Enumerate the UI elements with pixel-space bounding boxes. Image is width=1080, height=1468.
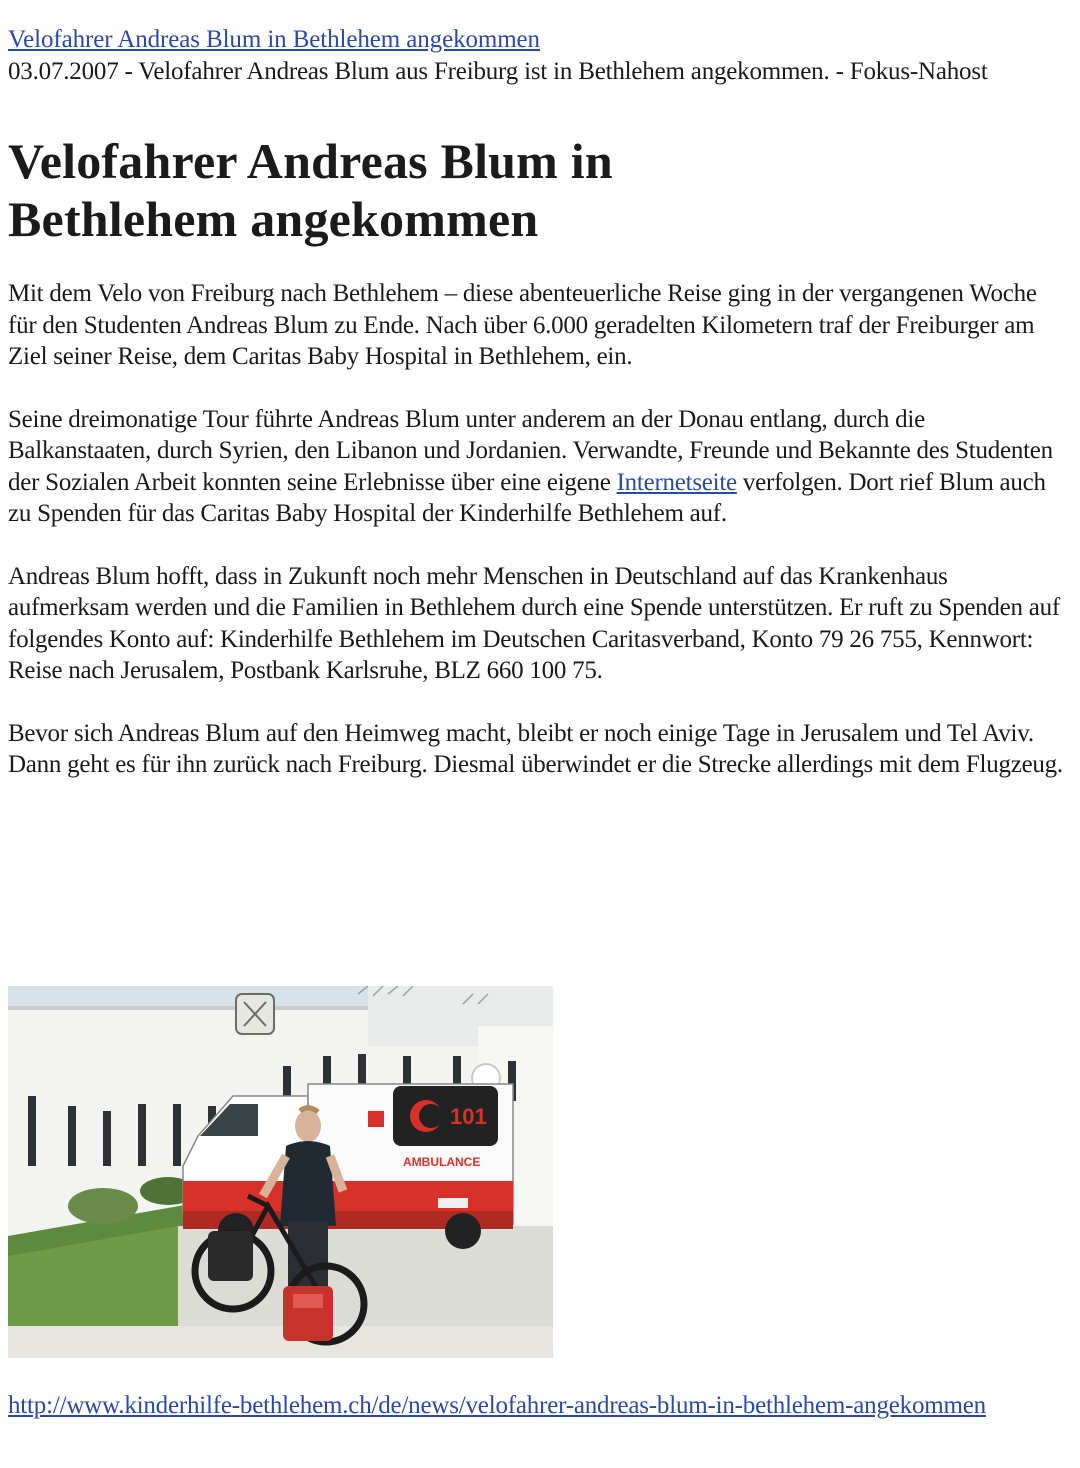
article-photo	[8, 986, 553, 1358]
article-body	[8, 278, 1068, 781]
paragraph-2	[8, 404, 1068, 530]
paragraph-1: Mit dem Velo von Freiburg nach Bethlehem – diese abenteuerliche Reise ging in der vergangenen Woche für den Studenten Andreas Blum zu Ende. Nach über 6.000 geradelten Kilometern traf der Freiburger am Ziel seiner Reise, dem Caritas Baby Hospital in Bethlehem, ein.	[8, 280, 1037, 370]
paragraph-2-text-a: Seine dreimonatige Tour führte Andreas Blum unter anderem an der Donau entlang, durch die Balkanstaaten, durch Syrien, den Libanon und Jordanien. Verwandte, Freunde und Bekannte des Studenten der Sozialen Arbeit konnten seine Erlebnisse über eine eigene	[8, 405, 1053, 496]
search-snippet: 03.07.2007 - Velofahrer Andreas Blum aus Freiburg ist in Bethlehem angekommen. - Fokus-Nahost	[8, 58, 988, 85]
ambulance-label: AMBULANCE	[403, 1155, 481, 1169]
ambulance	[183, 1084, 513, 1249]
headline-line-2: Bethlehem angekommen	[8, 191, 539, 247]
building-emblem-icon	[236, 994, 274, 1034]
paragraph-3: Andreas Blum hofft, dass in Zukunft noch mehr Menschen in Deutschland auf das Krankenhaus aufmerksam werden und die Familien in Bethlehem durch eine Spende unterstützen. Er ruft zu Spenden auf folgendes Konto auf: Kinderhilfe Bethlehem im Deutschen Caritasverband, Konto 79 26 755, Kennwort: Reise nach Jerusalem, Postbank Karlsruhe, BLZ 660 100 75.	[8, 562, 1060, 684]
ambulance-number: 101	[450, 1104, 487, 1129]
internetseite-link[interactable]: Internetseite	[616, 468, 737, 496]
article-title-link[interactable]: Velofahrer Andreas Blum in Bethlehem angekommen	[8, 26, 540, 53]
article-page	[8, 24, 1068, 781]
source-url-link[interactable]: http://www.kinderhilfe-bethlehem.ch/de/news/velofahrer-andreas-blum-in-bethlehem-angekommen	[8, 1392, 986, 1419]
paragraph-4: Bevor sich Andreas Blum auf den Heimweg macht, bleibt er noch einige Tage in Jerusalem und Tel Aviv. Dann geht es für ihn zurück nach Freiburg. Diesmal überwindet er die Strecke allerdings mit dem Flugzeug.	[8, 719, 1063, 778]
headline-line-1: Velofahrer Andreas Blum in	[8, 133, 613, 189]
article-headline	[8, 132, 1068, 248]
paragraph-2-text-b: verfolgen. Dort rief Blum auch zu Spenden für das Caritas Baby Hospital der Kinderhilfe Bethlehem auf.	[8, 468, 1046, 527]
